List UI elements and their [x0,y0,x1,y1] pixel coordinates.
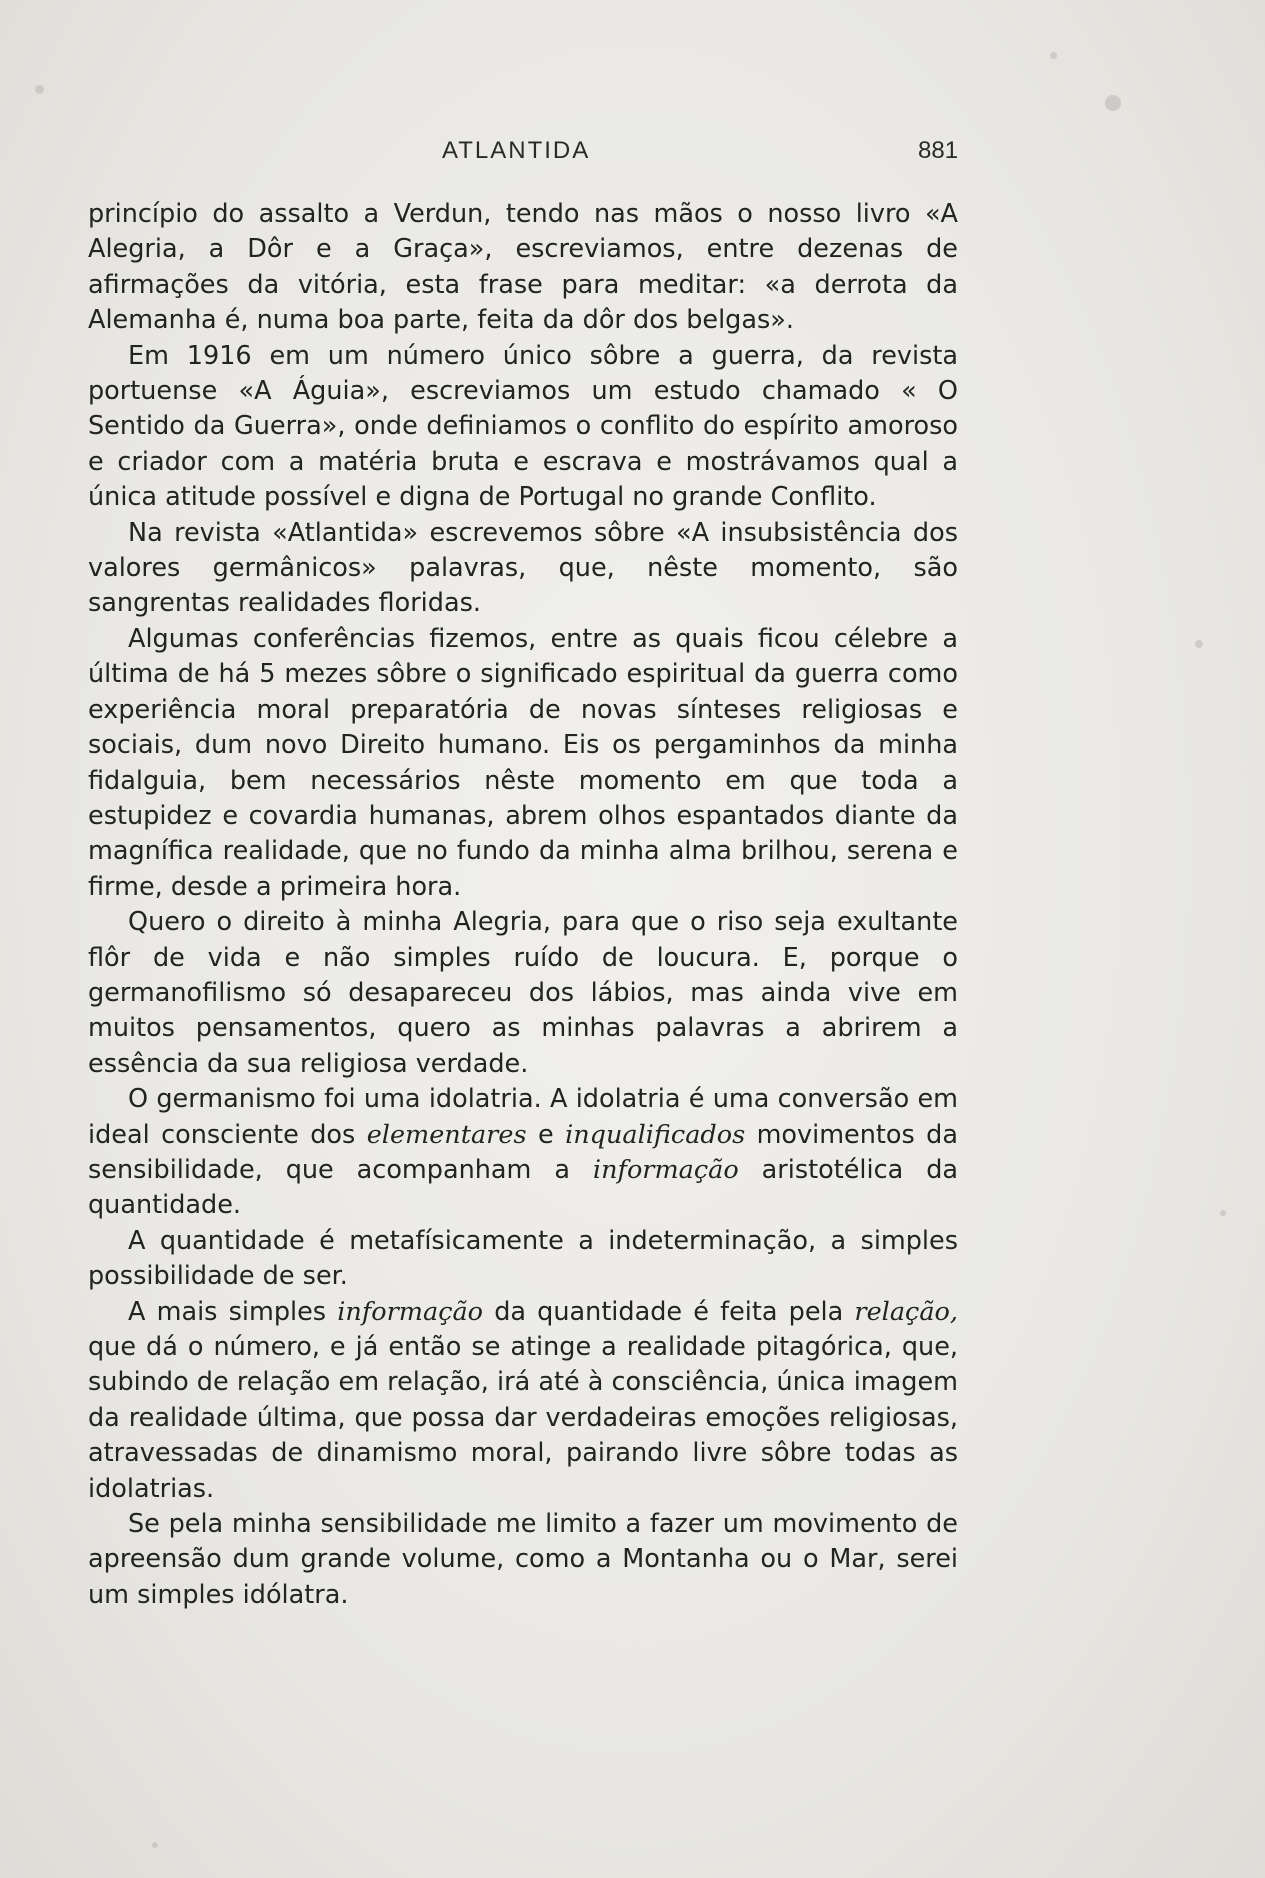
page-header [0,137,1265,171]
paragraph-1 [88,197,958,339]
paper-speck [1105,95,1121,111]
paper-speck [1195,640,1203,648]
text-run: aristotélica da quantidade. [88,1154,959,1221]
text-run: Na revista «Atlantida» escrevemos sôbre «A insubsistência dos valores germânicos» palavras, que, nêste momento, são sangrentas realidades floridas. [88,517,958,619]
text-run: movimentos da sensibilidade, que acompanham a [88,1119,958,1185]
text-run: O germanismo foi uma idolatria. A idolatria é uma conversão em ideal consciente dos [88,1084,958,1150]
paragraph-3 [88,516,958,622]
paragraph-5 [88,905,958,1082]
paragraph-8 [88,1295,958,1507]
body-text [88,197,958,1613]
text-run: A mais simples [128,1296,338,1327]
italic-text: informação [337,1296,484,1327]
text-run: Quero o direito à minha Alegria, para que o riso seja exultante flôr de vida e não simples ruído de loucura. E, porque o germanofilismo só desapareceu dos lábios, mas ainda vive em muitos pensamentos, quero as minhas palavras a abrirem a essência da sua religiosa verdade. [88,907,958,1079]
italic-text: elementares [366,1119,527,1150]
italic-text: relação, [854,1296,958,1327]
text-run: Se pela minha sensibilidade me limito a fazer um movimento de apreensão dum grande volume, como a Montanha ou o Mar, serei um simples idólatra. [88,1509,958,1610]
text-run: que dá o número, e já então se atinge a realidade pitagórica, que, subindo de relação em relação, irá até à consciência, única imagem da realidade última, que possa dar verdadeiras emoções religiosas, atravessadas de dinamismo moral, pairando livre sôbre todas as idolatrias. [88,1332,958,1504]
paper-speck [1220,1210,1226,1216]
paragraph-4 [88,622,958,905]
paper-speck [35,85,44,94]
page-number: 881 [918,137,959,164]
paper-speck [152,1842,158,1848]
running-title: ATLANTIDA [442,137,591,164]
italic-text: inqualificados [565,1119,746,1150]
text-run: princípio do assalto a Verdun, tendo nas mãos o nosso livro «A Alegria, a Dôr e a Graça», escreviamos, entre dezenas de afirmações da vitória, esta frase para meditar: «a derrota da Alemanha é, numa boa parte, feita da dôr dos belgas». [88,199,958,336]
paragraph-7 [88,1224,958,1295]
text-run: A quantidade é metafísicamente a indeterminação, a simples possibilidade de ser. [88,1225,958,1292]
text-run: Em 1916 em um número único sôbre a guerra, da revista portuense «A Águia», escreviamos um estudo chamado « O Sentido da Guerra», onde definiamos o conflito do espírito amoroso e criador com a matéria bruta e escrava e mostrávamos qual a única atitude possível e digna de Portugal no grande Conflito. [88,340,958,513]
text-run: da quantidade é feita pela [483,1296,855,1327]
paragraph-9 [88,1507,958,1613]
italic-text: informação [592,1154,739,1185]
paper-speck [1050,52,1057,59]
paragraph-2 [88,339,958,516]
text-run: Algumas conferências fizemos, entre as quais ficou célebre a última de há 5 mezes sôbre o significado espiritual da guerra como experiência moral preparatória de novas sínteses religiosas e sociais, dum novo Direito humano. Eis os pergaminhos da minha fidalguia, bem necessários nêste momento em que toda a estupidez e covardia humanas, abrem olhos espantados diante da magnífica realidade, que no fundo da minha alma brilhou, serena e firme, desde a primeira hora. [88,623,958,902]
text-run: e [526,1119,566,1150]
paragraph-6 [88,1082,958,1224]
